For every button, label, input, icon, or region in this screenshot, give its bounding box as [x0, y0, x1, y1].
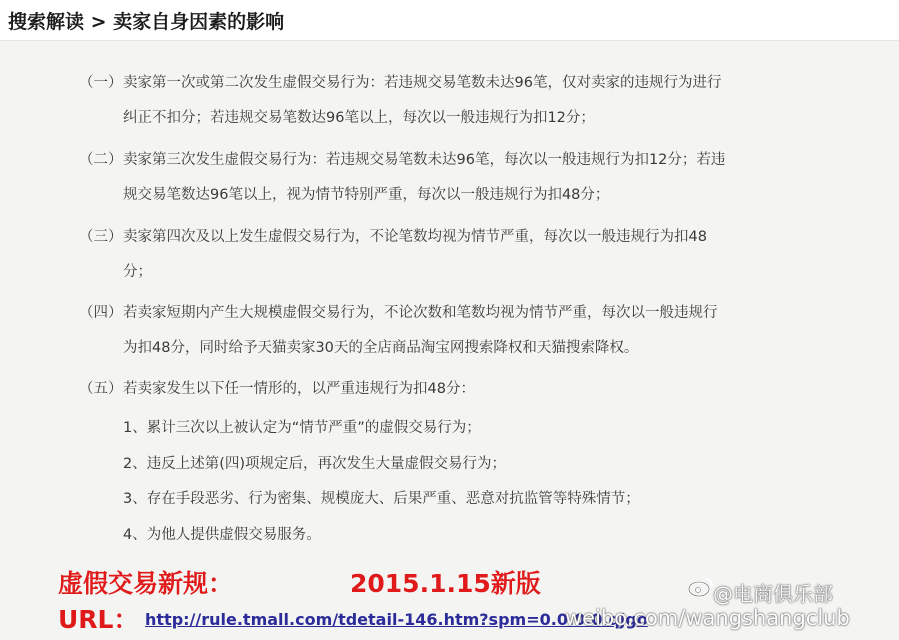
sub-item-4: 4、为他人提供虚假交易服务。	[123, 527, 321, 543]
rule-text-line: 为扣48分，同时给予天猫卖家30天的全店商品淘宝网搜索降权和天猫搜索降权。	[123, 340, 639, 356]
header-bar	[0, 0, 899, 41]
rule-number: （二）	[79, 152, 123, 168]
weibo-account-watermark: @电商俱乐部	[713, 582, 833, 606]
rule-text-line: 卖家第三次发生虚假交易行为：若违规交易笔数未达96笔，每次以一般违规行为扣12分；若违	[123, 152, 726, 168]
rule-number: （一）	[79, 75, 123, 91]
rule-text-line: 卖家第一次或第二次发生虚假交易行为：若违规交易笔数未达96笔，仅对卖家的违规行为进行	[123, 75, 722, 91]
rule-text-line: 若卖家短期内产生大规模虚假交易行为，不论次数和笔数均视为情节严重，每次以一般违规行	[123, 305, 718, 321]
weibo-icon	[688, 576, 714, 598]
rule-item-2	[79, 143, 825, 213]
footer-title: 虚假交易新规：	[58, 569, 234, 598]
rule-number: （五）	[79, 381, 123, 397]
rule-number: （三）	[79, 229, 123, 245]
rule-item-5	[79, 372, 825, 407]
sub-item-3: 3、存在手段恶劣、行为密集、规模庞大、后果严重、恶意对抗监管等特殊情节；	[123, 491, 640, 507]
sub-item-2: 2、违反上述第(四)项规定后，再次发生大量虚假交易行为；	[123, 456, 507, 472]
rule-item-4	[79, 296, 825, 366]
footer-url-label: URL：	[58, 605, 139, 634]
rule-item-3	[79, 220, 825, 290]
rule-item-1	[79, 66, 825, 136]
rule-number: （四）	[79, 305, 123, 321]
footer-url-link[interactable]: http://rule.tmall.com/tdetail-146.htm?spm=0.0.0.0.qjgo	[145, 610, 648, 629]
footer-version: 2015.1.15新版	[350, 569, 541, 598]
sub-item-1: 1、累计三次以上被认定为“情节严重”的虚假交易行为；	[123, 420, 481, 436]
rule-text-line: 若卖家发生以下任一情形的，以严重违规行为扣48分：	[123, 381, 475, 397]
rule-text-line: 纠正不扣分；若违规交易笔数达96笔以上，每次以一般违规行为扣12分；	[123, 110, 595, 126]
page-title: 搜索解读 > 卖家自身因素的影响	[8, 11, 285, 33]
rule-text-line: 规交易笔数达96笔以上，视为情节特别严重，每次以一般违规行为扣48分；	[123, 187, 610, 203]
rule-text-line: 分；	[123, 264, 152, 280]
weibo-site-watermark: weibo.com/wangshangclub	[565, 606, 850, 630]
rule-text-line: 卖家第四次及以上发生虚假交易行为，不论笔数均视为情节严重，每次以一般违规行为扣48	[123, 229, 707, 245]
